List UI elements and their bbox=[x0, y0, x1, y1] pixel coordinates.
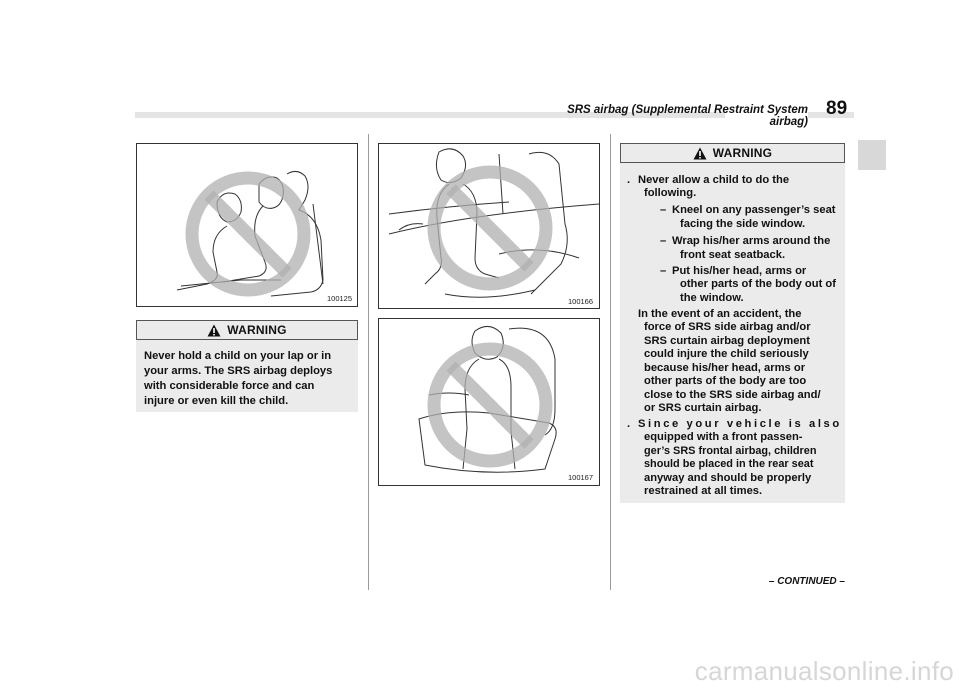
section-tab bbox=[858, 140, 886, 170]
bullet-line: anyway and should be properly bbox=[644, 471, 812, 484]
bullet-line: should be placed in the rear seat bbox=[644, 458, 814, 471]
paragraph-line: SRS curtain airbag deployment bbox=[644, 334, 810, 347]
prohibited-child-lap-drawing bbox=[137, 144, 358, 307]
bullet-mark: . bbox=[627, 173, 631, 186]
dash-line: the window. bbox=[680, 291, 744, 304]
warning-header bbox=[136, 320, 358, 340]
paragraph-line: because his/her head, arms or bbox=[644, 361, 806, 374]
illustration-child-standing-seat bbox=[378, 318, 600, 486]
dash-line: Wrap his/her arms around the bbox=[672, 235, 831, 247]
warning-box-right bbox=[620, 143, 845, 503]
column-divider-left bbox=[368, 134, 369, 590]
continued-marker: – CONTINUED – bbox=[768, 576, 845, 587]
bullet-line: following. bbox=[644, 187, 697, 200]
paragraph-line: other parts of the body are too bbox=[644, 375, 807, 388]
column-divider-right bbox=[610, 134, 611, 590]
warning-box-left bbox=[136, 320, 358, 412]
figure-code: 100166 bbox=[568, 297, 594, 306]
dash-line: facing the side window. bbox=[680, 217, 806, 230]
warning-line: injure or even kill the child. bbox=[144, 395, 289, 407]
page-number: 89 bbox=[826, 98, 848, 119]
dash-mark: – bbox=[660, 204, 667, 217]
warning-line: Never hold a child on your lap or in bbox=[144, 350, 332, 362]
prohibited-child-window-drawing bbox=[379, 144, 600, 309]
figure-code: 100167 bbox=[568, 473, 594, 482]
dash-line: Put his/her head, arms or bbox=[672, 264, 807, 277]
page-header-title: SRS airbag (Supplemental Restraint System airbag) bbox=[567, 104, 808, 128]
warning-line: with considerable force and can bbox=[144, 380, 315, 392]
warning-title: WARNING bbox=[227, 323, 287, 337]
bullet-line: Since your vehicle is also bbox=[638, 417, 842, 430]
dash-line: front seat seatback. bbox=[680, 248, 786, 261]
warning-header bbox=[620, 143, 845, 163]
warning-triangle-icon bbox=[207, 324, 221, 337]
illustration-child-on-lap bbox=[136, 143, 358, 307]
bullet-line: ger’s SRS frontal airbag, children bbox=[644, 444, 817, 457]
paragraph-line: close to the SRS side airbag and/ bbox=[644, 388, 821, 401]
dash-mark: – bbox=[660, 235, 667, 247]
prohibited-child-seat-drawing bbox=[379, 319, 600, 486]
figure-code: 100125 bbox=[327, 294, 353, 303]
paragraph-line: could injure the child seriously bbox=[644, 348, 809, 361]
bullet-line: restrained at all times. bbox=[644, 485, 763, 498]
bullet-mark: . bbox=[627, 417, 631, 430]
warning-title: WARNING bbox=[712, 146, 773, 160]
illustration-child-kneeling-window bbox=[378, 143, 600, 309]
warning-line: your arms. The SRS airbag deploys bbox=[144, 365, 333, 377]
footer-watermark: carmanualsonline.info bbox=[694, 656, 954, 686]
bullet-line: Never allow a child to do the bbox=[638, 173, 790, 186]
bullet-line: equipped with a front passen- bbox=[644, 431, 803, 444]
dash-line: Kneel on any passenger’s seat bbox=[672, 204, 836, 217]
paragraph-line: force of SRS side airbag and/or bbox=[644, 321, 811, 334]
dash-line: other parts of the body out of bbox=[680, 278, 836, 291]
warning-triangle-icon bbox=[693, 147, 707, 160]
paragraph-line: or SRS curtain airbag. bbox=[644, 402, 762, 415]
paragraph-line: In the event of an accident, the bbox=[638, 307, 802, 320]
dash-mark: – bbox=[660, 264, 667, 277]
